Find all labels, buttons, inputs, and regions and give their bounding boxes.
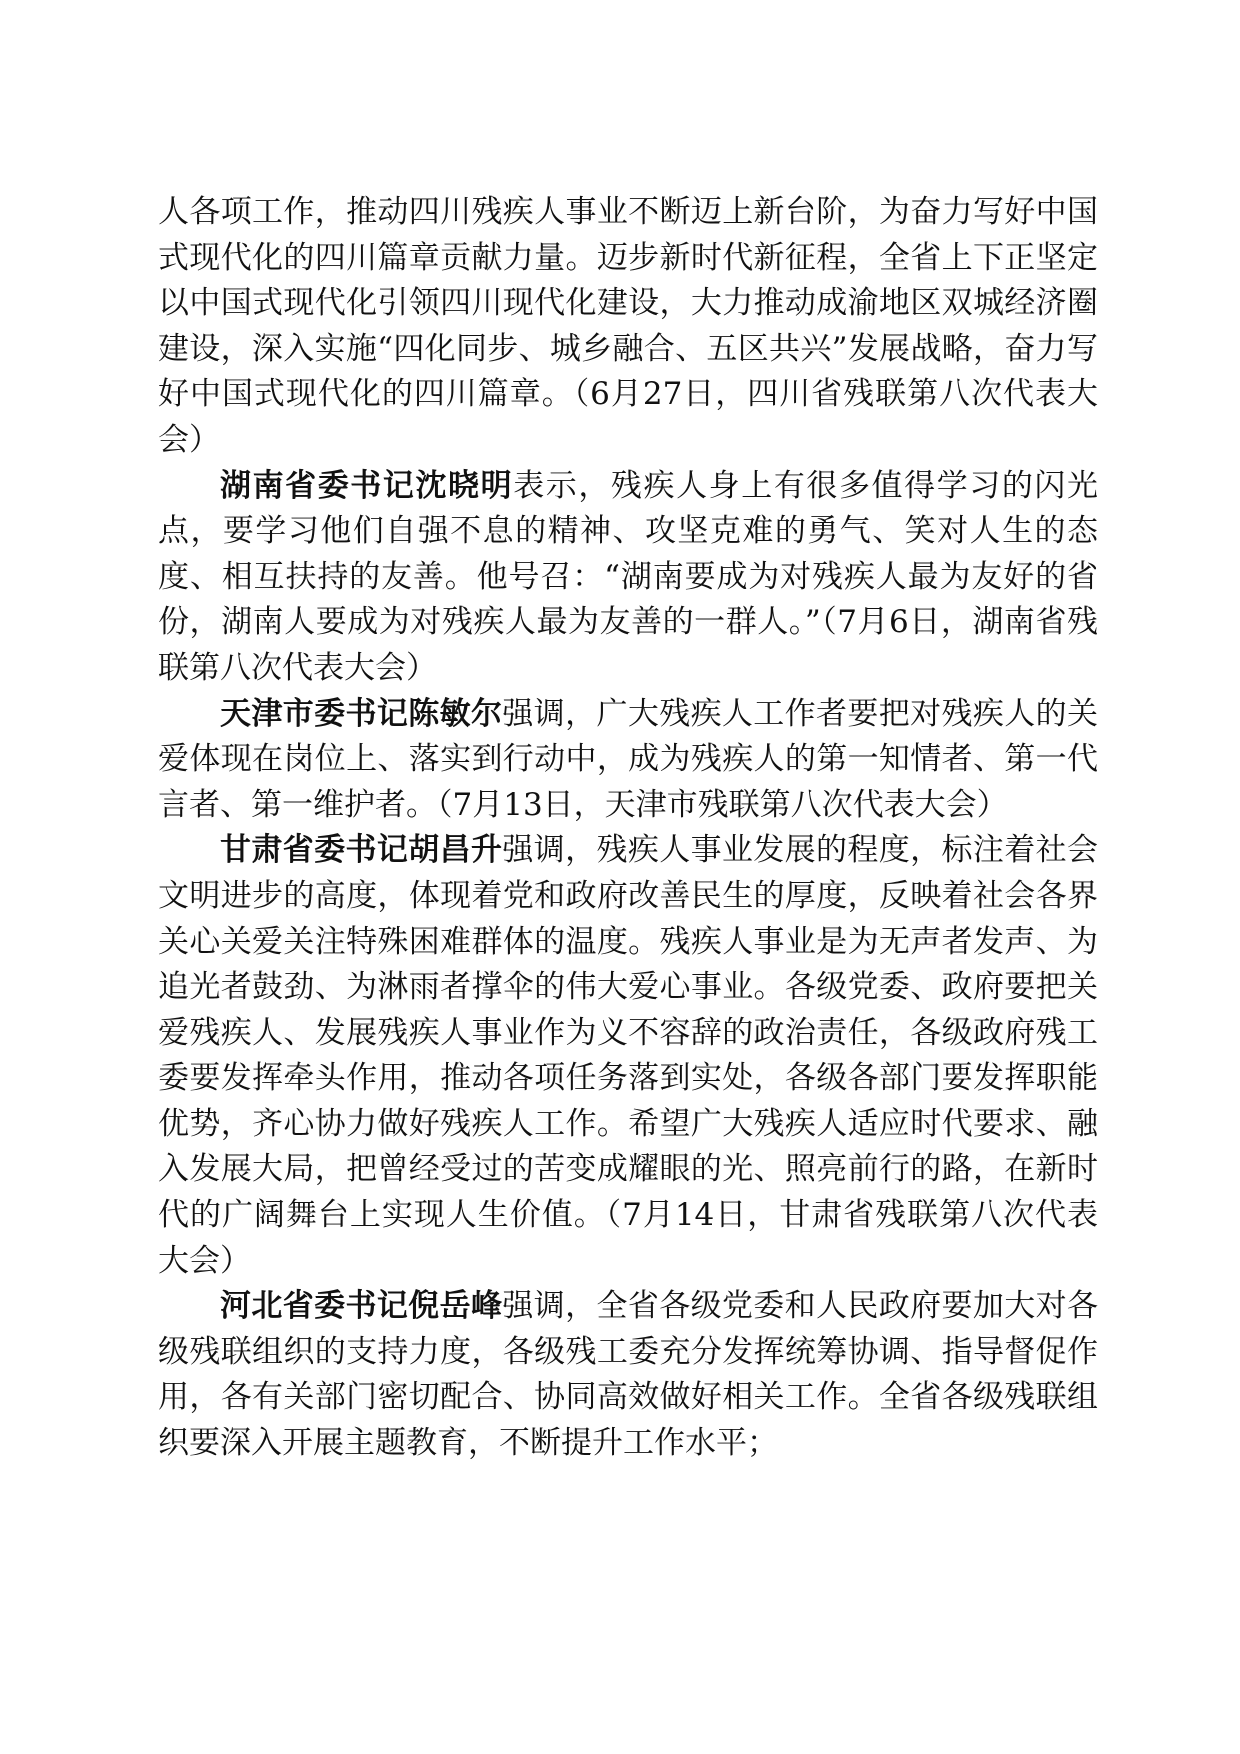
- paragraph-text: 表示，残疾人身上有很多值得学习的闪光点，要学习他们自强不息的精神、攻坚克难的勇气、笑对人生的态度、相互扶持的友善。他号召：“湖南要成为对残疾人最为友好的省份，湖南人要成为对残疾人最为友善的一群人。”（7月6日，湖南省残联第八次代表大会）: [158, 467, 1099, 686]
- speaker-name: 天津市委书记陈敏尔: [220, 695, 503, 732]
- speaker-name: 湖南省委书记沈晓明: [220, 467, 514, 504]
- speaker-name: 河北省委书记倪岳峰: [220, 1288, 503, 1325]
- paragraph-text: 人各项工作，推动四川残疾人事业不断迈上新台阶，为奋力写好中国式现代化的四川篇章贡献力量。迈步新时代新征程，全省上下正坚定以中国式现代化引领四川现代化建设，大力推动成渝地区双城经济圈建设，深入实施“四化同步、城乡融合、五区共兴”发展战略，奋力写好中国式现代化的四川篇章。（6月27日，四川省残联第八次代表大会）: [158, 194, 1098, 458]
- document-body: [158, 190, 1098, 1467]
- paragraph-hebei: [158, 1284, 1098, 1466]
- paragraph-text: 强调，残疾人事业发展的程度，标注着社会文明进步的高度，体现着党和政府改善民生的厚度，反映着社会各界关心关爱关注特殊困难群体的温度。残疾人事业是为无声者发声、为追光者鼓劲、为淋雨者撑伞的伟大爱心事业。各级党委、政府要把关爱残疾人、发展残疾人事业作为义不容辞的政治责任，各级政府残工委要发挥牵头作用，推动各项任务落到实处，各级各部门要发挥职能优势，齐心协力做好残疾人工作。希望广大残疾人适应时代要求、融入发展大局，把曾经受过的苦变成耀眼的光、照亮前行的路，在新时代的广阔舞台上实现人生价值。（7月14日，甘肃省残联第八次代表大会）: [158, 832, 1099, 1279]
- paragraph-gansu: [158, 828, 1098, 1284]
- paragraph-text: 强调，全省各级党委和人民政府要加大对各级残联组织的支持力度，各级残工委充分发挥统筹协调、指导督促作用，各有关部门密切配合、协同高效做好相关工作。全省各级残联组织要深入开展主题教育，不断提升工作水平；: [158, 1288, 1099, 1462]
- paragraph-text: 强调，广大残疾人工作者要把对残疾人的关爱体现在岗位上、落实到行动中，成为残疾人的第一知情者、第一代言者、第一维护者。（7月13日，天津市残联第八次代表大会）: [158, 695, 1099, 823]
- paragraph-hunan: [158, 464, 1098, 692]
- speaker-name: 甘肃省委书记胡昌升: [220, 832, 503, 869]
- paragraph-sichuan: [158, 190, 1098, 464]
- paragraph-tianjin: [158, 692, 1098, 829]
